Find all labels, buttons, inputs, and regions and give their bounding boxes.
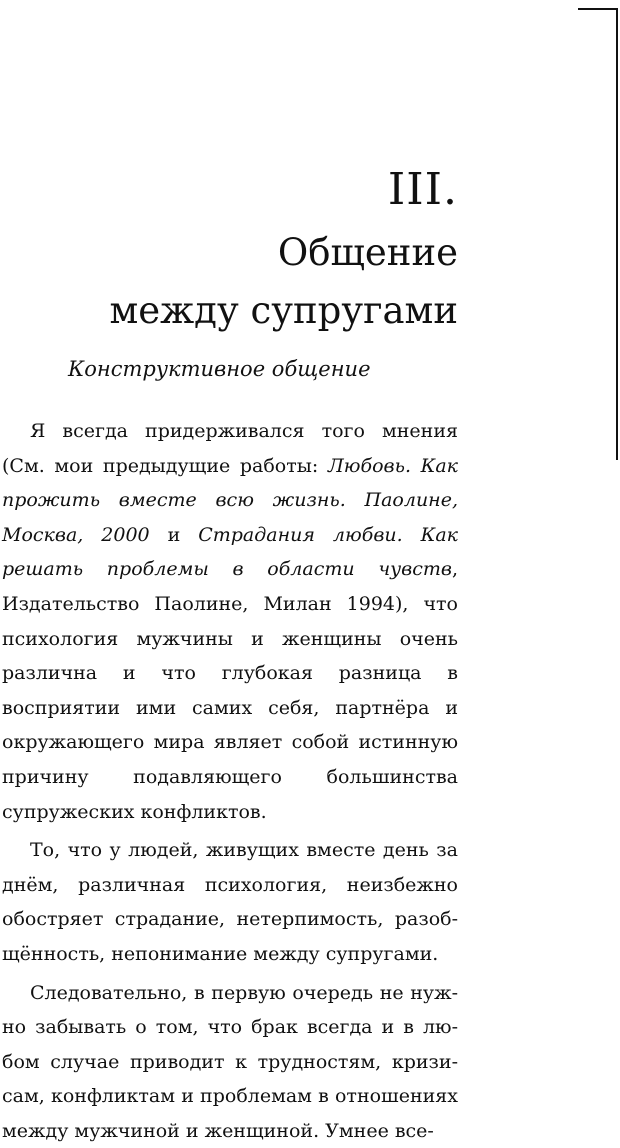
chapter-title (109, 224, 458, 340)
paragraph-1-text-b: и (150, 524, 199, 546)
page-edge-right (616, 8, 618, 460)
paragraph-1-text-c: , Издательство Паолине, Милан 1994), что психология мужчины и женщины очень различна и что глубокая разница в восприятии ими самих себя, партнёра и окружающего мира являет собой истинную причину подавляющего большинства супружеских конфликтов. (2, 558, 458, 822)
section-heading: Конструктивное общение (68, 354, 371, 384)
paragraph-1-text-a: Я всегда придерживался того мнения (См. мои предыдущие работы: (2, 420, 458, 477)
paragraph-1 (2, 414, 458, 829)
body-text (2, 414, 458, 1148)
paragraph-2: То, что у людей, живущих вместе день за днём, различная психология, неизбежно обостряет страдание, нетерпимость, разобщённость, непонимание между супругами. (2, 833, 458, 971)
chapter-title-line-2: между супругами (109, 282, 458, 340)
reference-book-2: Страдания любви. Как решать проблемы в области чувств (2, 524, 458, 581)
reference-book-1: Любовь. Как прожить вместе всю жизнь. Паолине, Москва, 2000 (2, 455, 458, 546)
paragraph-3: Следовательно, в первую очередь не нужно забывать о том, что брак всегда и в любом случае приводит к трудностям, кризисам, конфликтам и проблемам в отношениях между мужчиной и женщиной. Умнее все- (2, 976, 458, 1148)
page-edge-top (578, 8, 618, 10)
chapter-number: III. (388, 168, 458, 212)
chapter-title-line-1: Общение (109, 224, 458, 282)
